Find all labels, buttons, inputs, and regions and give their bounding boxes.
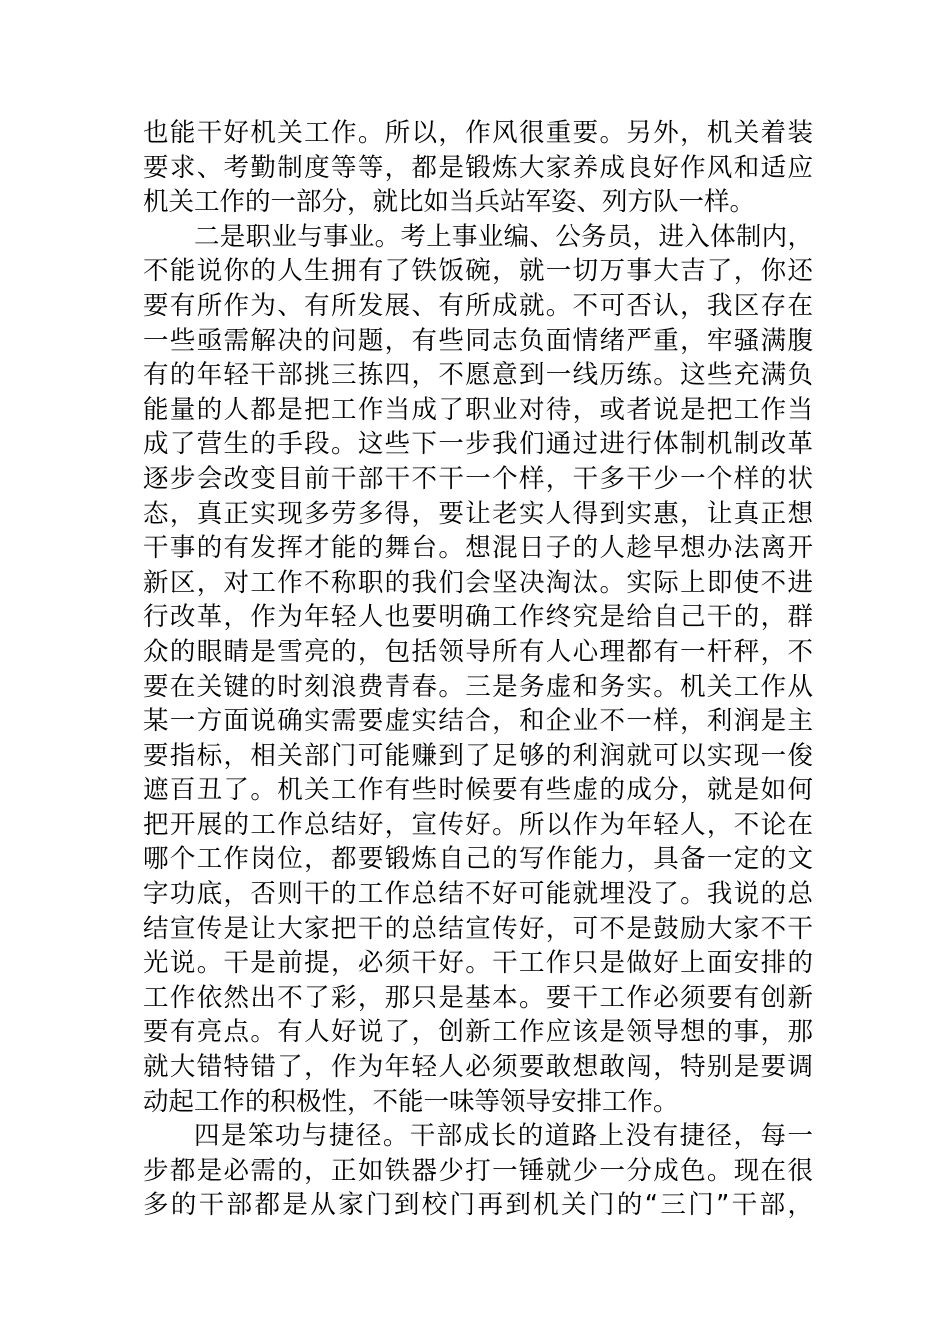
text-line: 就大错特错了，作为年轻人必须要敢想敢闯，特别是要调 <box>143 1052 813 1083</box>
text-line: 成了营生的手段。这些下一步我们通过进行体制机制改革 <box>143 429 813 460</box>
text-line: 一些亟需解决的问题，有些同志负面情绪严重，牢骚满腹 <box>143 325 813 356</box>
text-line: 要求、考勤制度等等，都是锻炼大家养成良好作风和适应 <box>143 152 813 183</box>
text-line: 干事的有发挥才能的舞台。想混日子的人趁早想办法离开 <box>143 533 813 564</box>
text-line: 光说。干是前提，必须干好。干工作只是做好上面安排的 <box>143 948 813 979</box>
text-line: 多的干部都是从家门到校门再到机关门的“三门”干部， <box>143 1190 813 1221</box>
text-line: 结宣传是让大家把干的总结宣传好，可不是鼓励大家不干 <box>143 913 813 944</box>
text-line: 态，真正实现多劳多得，要让老实人得到实惠，让真正想 <box>143 498 813 529</box>
text-line: 步都是必需的，正如铁器少打一锤就少一分成色。现在很 <box>143 1155 813 1186</box>
text-line: 工作依然出不了彩，那只是基本。要干工作必须要有创新 <box>143 982 813 1013</box>
paragraph-start-line: 二是职业与事业。考上事业编、公务员，进入体制内， <box>194 221 813 252</box>
text-line: 遮百丑了。机关工作有些时候要有些虚的成分，就是如何 <box>143 775 813 806</box>
text-line: 把开展的工作总结好，宣传好。所以作为年轻人，不论在 <box>143 809 813 840</box>
text-line: 不能说你的人生拥有了铁饭碗，就一切万事大吉了，你还 <box>143 256 813 287</box>
text-line: 逐步会改变目前干部干不干一个样，干多干少一个样的状 <box>143 463 813 494</box>
body-text <box>143 116 813 1223</box>
text-line: 要在关键的时刻浪费青春。三是务虚和务实。机关工作从 <box>143 671 813 702</box>
text-line: 动起工作的积极性，不能一味等领导安排工作。 <box>143 1086 679 1117</box>
text-line: 要指标，相关部门可能赚到了足够的利润就可以实现一俊 <box>143 740 813 771</box>
text-line: 有的年轻干部挑三拣四，不愿意到一线历练。这些充满负 <box>143 360 813 391</box>
text-line: 也能干好机关工作。所以，作风很重要。另外，机关着装 <box>143 118 813 148</box>
text-line: 新区，对工作不称职的我们会坚决淘汰。实际上即使不进 <box>143 567 813 598</box>
text-line: 能量的人都是把工作当成了职业对待，或者说是把工作当 <box>143 394 813 425</box>
text-line: 机关工作的一部分，就比如当兵站军姿、列方队一样。 <box>143 187 756 218</box>
text-line: 哪个工作岗位，都要锻炼自己的写作能力，具备一定的文 <box>143 844 813 875</box>
text-line: 行改革，作为年轻人也要明确工作终究是给自己干的，群 <box>143 602 813 633</box>
text-line: 字功底，否则干的工作总结不好可能就埋没了。我说的总 <box>143 879 813 910</box>
text-line: 要有亮点。有人好说了，创新工作应该是领导想的事，那 <box>143 1017 813 1048</box>
text-line: 某一方面说确实需要虚实结合，和企业不一样，利润是主 <box>143 706 813 737</box>
text-line: 众的眼睛是雪亮的，包括领导所有人心理都有一杆秤，不 <box>143 636 813 667</box>
paragraph-start-line: 四是笨功与捷径。干部成长的道路上没有捷径，每一 <box>194 1121 813 1152</box>
text-line: 要有所作为、有所发展、有所成就。不可否认，我区存在 <box>143 290 813 321</box>
